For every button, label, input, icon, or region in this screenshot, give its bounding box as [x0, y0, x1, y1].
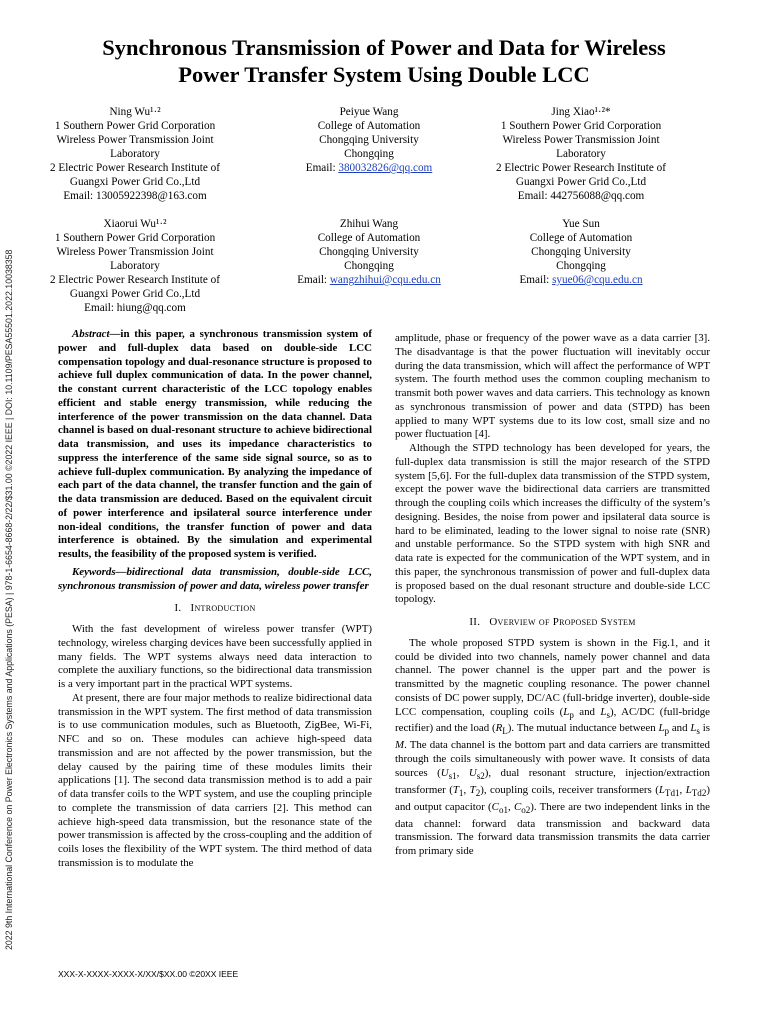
keywords [58, 566, 372, 594]
title-line-1: Synchronous Transmission of Power and Data for Wireless [102, 35, 666, 60]
author-line: 2 Electric Power Research Institute of [50, 162, 220, 174]
author-line: Chongqing [556, 260, 606, 272]
author-email-link[interactable]: 380032826@qq.com [338, 162, 433, 174]
author-line: Wireless Power Transmission Joint [56, 246, 214, 258]
abstract-label: Abstract [72, 328, 110, 340]
author-line: Wireless Power Transmission Joint [502, 134, 660, 146]
author-line: 1 Southern Power Grid Corporation [54, 120, 216, 132]
title-line-2: Power Transfer System Using Double LCC [178, 62, 590, 87]
left-column [58, 328, 372, 871]
author-email: 442756088@qq.com [550, 190, 645, 202]
author-line: Yue Sun [562, 218, 600, 230]
author-email-line: Email: hiung@qq.com [84, 302, 186, 314]
author-line: Guangxi Power Grid Co.,Ltd [69, 288, 201, 300]
right-paragraph-2: Although the STPD technology has been developed for years, the full-duplex data transmission is still the major research of the STPD system [5,6]. For the full-duplex data transmission of the STPD system, except the power wave the bidirectional data carriers are transmitted through the coupling coils which increases the difficulty of the system’s designing. Besides, the noise from power and ipsilateral data source is hard to be eliminated, leading to the lower signal to noise rate (SNR) and unstable performance. So the STPD system with high SNR and data rate is expected for the communication of the WPT system, and in this paper, the synchronous transmission of power and full-duplex data is proposed based on the dual resonant structure and double-side LCC topology. [395, 442, 710, 606]
copyright-footer: XXX-X-XXXX-XXXX-X/XX/$XX.00 ©20XX IEEE [58, 969, 239, 979]
abstract-text: —in this paper, a synchronous transmission system of power and full-duplex data based on double-side LCC compensation topology and dual-resonance structure is proposed to achieve full duplex communication of data. In the power channel, the constant current characteristic of the LCC topology enables efficient and stable energy transmission, while reducing the interference of the power transmission on the data channel. Data channel is based on dual-resonant structure to achieve bidirectional data transmission, and uses its impedance characteristics to suppress the interference of the same side signal source, so as to achieve full-duplex communication. By analyzing the impedance of each part of the data channel, the transfer function and the gain of the data transmission are deduced. Based on the equivalent circuit of power interference and ipsilateral source interference under non-ideal conditions, the transfer function of power and data interference is obtained. By the simulation and experimental results, the feasibility of the proposed system is verified. [58, 328, 372, 560]
intro-paragraph-2: At present, there are four major methods to realize bidirectional data transmission in the WPT system. The first method of data transmission is to use communication modules, such as Bluetooth, ZigBee, Wi-Fi, NFC and so on. These modules can achieve high-speed data transmission and are not affected by the power transmission, but the delay caused by the pairing time of these modules limits their applications [1]. The second data transmission method is to add a pair of data transfer coils to the WPT system, and use the coupling principle to complete the transmission of data carriers [2]. This method can achieve high-speed data transmission, but the resonance state of the power transmission is affected by the cross-coupling and the addition of coils loses the flexibility of the WPT system. The third method of data transmission is to modulate the [58, 691, 372, 869]
author-line: Guangxi Power Grid Co.,Ltd [515, 176, 647, 188]
author-line: College of Automation [529, 232, 633, 244]
author-line: 1 Southern Power Grid Corporation [500, 120, 662, 132]
paper-title [40, 34, 728, 88]
keywords-label: Keywords [72, 565, 116, 578]
author-line: Laboratory [556, 148, 606, 160]
author-email: 13005922398@163.com [95, 190, 207, 202]
section-heading-overview: II. Overview of Proposed System [469, 616, 636, 628]
author-line: College of Automation [317, 232, 421, 244]
author-line: Wireless Power Transmission Joint [56, 134, 214, 146]
intro-paragraph-1: With the fast development of wireless power transfer (WPT) technology, wireless charging devices have been successfully applied in many fields. The WPT systems always need data interaction to complete the auxiliary functions, so the bidirectional data transmission is a very important part in the practical WPT systems. [58, 623, 372, 690]
author-email-line: Email: 13005922398@163.com [63, 190, 207, 202]
author-line: Jing Xiao¹·²* [551, 106, 611, 118]
author-email-line: Email: 380032826@qq.com [305, 162, 433, 174]
author-line: Guangxi Power Grid Co.,Ltd [69, 176, 201, 188]
author-line: 2 Electric Power Research Institute of [496, 162, 666, 174]
author-line: Chongqing [344, 260, 394, 272]
author-line: 2 Electric Power Research Institute of [50, 274, 220, 286]
author-line: Ning Wu¹·² [109, 106, 161, 118]
right-column [395, 332, 710, 859]
author-email-line: Email: syue06@cqu.edu.cn [519, 274, 643, 286]
author-email: hiung@qq.com [116, 302, 186, 314]
author-email-link[interactable]: wangzhihui@cqu.edu.cn [329, 274, 441, 286]
author-line: Laboratory [110, 148, 160, 160]
author-block-zhihui-wang [249, 217, 489, 287]
section-heading-introduction: I. Introduction [174, 602, 256, 615]
author-line: Chongqing University [531, 246, 631, 258]
author-line: Chongqing University [319, 134, 419, 146]
author-email-line: Email: 442756088@qq.com [517, 190, 645, 202]
author-block-xiaorui-wu [15, 217, 255, 315]
overview-paragraph-1: The whole proposed STPD system is shown in the Fig.1, and it could be divided into two channels, namely power channel and data channel. The power channel is the upper part and the power is transmitted by the magnetic coupling resonance. The power channel consists of DC power supply, DC/AC (full-bridge inverter), double-side LCC compensation, coupling coils ($L_p$ and $L_s$), AC/DC (full-bridge rectifier) and the load $(R_L)$. The mutual inductance between $L_p$ and $L_s$ is M. The data channel is the bottom part and data carriers are transmitted through the coils simultaneously with power wave. It consists of data sources ($U_{s1}$, $U_{s2}$), dual resonant structure, injection/extraction transformer ($T_1$, $T_2$), coupling coils, receiver transformers ($L_{Td1}$, $L_{Td2}$) and output capacitor ($C_{o1}$, $C_{o2}$). There are two independent links in the data channel: forward data transmission and backward data transmission. The forward data transmission transmits the data carrier from primary side [395, 636, 711, 858]
author-block-peiyue-wang [249, 105, 489, 175]
author-line: Chongqing [344, 148, 394, 160]
author-block-ning-wu [15, 105, 255, 203]
author-block-jing-xiao [461, 105, 701, 203]
author-line: Peiyue Wang [339, 106, 399, 118]
author-line: Laboratory [110, 260, 160, 272]
conference-sidebar-citation: 2022 9th International Conference on Power Electronics Systems and Applications (PESA) | 978-1-6654-8668-2/22/$31.00 ©2022 IEEE | DOI: 10.1109/PESA55501.2022.10038358 [4, 249, 14, 950]
author-block-yue-sun [461, 217, 701, 287]
author-email-link[interactable]: syue06@cqu.edu.cn [552, 274, 643, 286]
author-line: Zhihui Wang [339, 218, 399, 230]
author-email-line: Email: wangzhihui@cqu.edu.cn [297, 274, 441, 286]
author-line: Chongqing University [319, 246, 419, 258]
keywords-text: —bidirectional data transmission, double-side LCC, synchronous transmission of power and data, wireless power transfer [58, 565, 372, 592]
author-line: 1 Southern Power Grid Corporation [54, 232, 216, 244]
author-line: College of Automation [317, 120, 421, 132]
right-paragraph-1: amplitude, phase or frequency of the power wave as a data carrier [3]. The disadvantage is that the power fluctuation will inevitably occur during the data transmission, which will affect the performance of WPT system. The fourth method uses the common coupling mechanism to transmit both power waves and data carriers. This technology as known as synchronous transmission of power and data (STPD) has been applied to many WPT systems due to its low cost, small size and no power fluctuation [4]. [395, 332, 710, 441]
abstract [58, 328, 372, 562]
author-line: Xiaorui Wu¹·² [103, 218, 167, 230]
